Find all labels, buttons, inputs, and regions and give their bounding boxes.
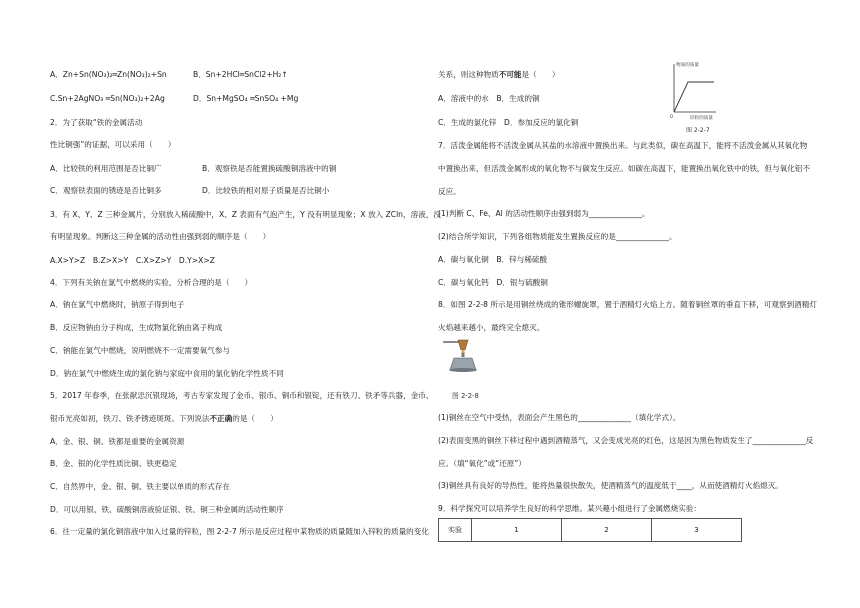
table-row [439, 519, 742, 542]
q1-option-a: A．Zn+Sn(NO₃)₂═Zn(NO₃)₂+Sn [50, 70, 167, 79]
q4-option-a: A．钠在氯气中燃烧时，钠原子得到电子 [50, 300, 185, 309]
figure-2-2-8-caption: 图 2-2-8 [452, 392, 479, 400]
q1-option-d: D．Sn+MgSO₄ ═SnSO₄ +Mg [193, 94, 299, 103]
curve [674, 82, 714, 112]
q2-stem-2: 性比铜强”的证据，可以采用（ ） [50, 140, 176, 149]
q1-option-b: B．Sn+2HCl═SnCl2+H₂↑ [193, 70, 288, 79]
fig1-origin: 0 [670, 115, 673, 120]
lamp-base [449, 368, 477, 372]
q5-option-a: A．金、银、铜、铁都是重要的金属资源 [50, 437, 185, 446]
q2-stem-1: 2．为了获取“铁的金属活动 [50, 118, 143, 127]
figure-2-2-8-lamp-illustration [440, 336, 486, 374]
q8-part-2-cont: 应。（填“氧化”或“还原”） [438, 459, 526, 468]
table-cell-3: 3 [652, 519, 742, 542]
figure-2-2-7-graph [660, 58, 720, 122]
q5-option-b: B．金、银的化学性质比铜、铁更稳定 [50, 459, 177, 468]
copper-coil [458, 340, 468, 350]
q7-stem-3: 反应。 [438, 187, 461, 196]
table-header-cell: 实验 [439, 519, 472, 542]
q6-options-ab: A．溶液中的水 B．生成的铜 [438, 94, 540, 103]
q5-stem-1: 5．2017 年春季，在张献忠沉银现场，考古专家发现了金币、银币、铜币和银锭，还有铁刀、铁矛等兵器，金币、 [50, 391, 434, 400]
q3-stem-1: 3．有 X、Y、Z 三种金属片，分别放入稀硫酸中，X、Z 表面有气泡产生，Y 没有明显现象；X 放入 ZCln，溶液，没 [50, 210, 441, 219]
q8-part-3: (3)铜丝具有良好的导热性，能将热量很快散失，使酒精蒸气的温度低于____，从而使酒精灯火焰熄灭。 [438, 481, 783, 490]
experiment-table [438, 518, 742, 542]
q3-options: A.X>Y>Z B.Z>X>Y C.X>Z>Y D.Y>X>Z [50, 256, 215, 265]
q4-option-c: C．钠能在氯气中燃烧，说明燃烧不一定需要氧气参与 [50, 346, 230, 355]
flame [461, 351, 465, 354]
table-cell-2: 2 [562, 519, 652, 542]
q2-option-b: B．观察铁是否能置换硫酸铜溶液中的铜 [202, 164, 337, 173]
table-cell-1: 1 [472, 519, 562, 542]
q6-stem: 6．往一定量的氯化铜溶液中加入过量的锌粒，图 2-2-7 所示是反应过程中某物质的质量随加入锌粒的质量的变化 [50, 527, 429, 536]
q8-part-1: (1)铜丝在空气中受热，表面会产生黑色的______________（填化学式）。 [438, 413, 681, 422]
q4-stem: 4．下列有关钠在氯气中燃烧的实验，分析合理的是（ ） [50, 278, 253, 287]
q8-stem-2: 火焰越来越小，最终完全熄灭。 [438, 323, 545, 332]
q5-option-d: D．可以用银、铁、硫酸铜溶液验证银、铁、铜三种金属的活动性顺序 [50, 505, 284, 514]
q9-stem: 9．科学探究可以培养学生良好的科学思维。某兴趣小组进行了金属燃烧实验： [438, 504, 702, 513]
q2-option-d: D．比较铁的相对原子质量是否比铜小 [202, 186, 330, 195]
q2-option-c: C．观察铁表面的锈迹是否比铜多 [50, 186, 162, 195]
q6-options-cd: C．生成的氯化锌 D．参加反应的氯化铜 [438, 118, 579, 127]
q8-stem-1: 8．如图 2-2-8 所示是用铜丝绕成的锥形螺旋罩，置于酒精灯火焰上方。随着铜丝罩的垂直下移，可观察到酒精灯 [438, 300, 817, 309]
figure-2-2-7-caption: 图 2-2-7 [686, 127, 710, 134]
q7-options-ab: A．碳与氧化铜 B．锌与稀硫酸 [438, 255, 548, 264]
fig1-ylabel: 物质的质量 [676, 63, 699, 68]
q5-option-c: C．自然界中，金、银、铜、铁主要以单质的形式存在 [50, 482, 230, 491]
q1-option-c: C.Sn+2AgNO₃ ═Sn(NO₃)₂+2Ag [50, 94, 165, 103]
q6-stem-cont: 关系，则这种物质不可能是（ ） [438, 70, 560, 79]
q4-option-b: B．反应物钠由分子构成，生成物氯化钠由离子构成 [50, 323, 223, 332]
q7-part-1: (1)判断 C、Fe、Al 的活动性顺序由强到弱为______________。 [438, 209, 650, 218]
q7-options-cd: C．碳与氧化钙 D．银与硫酸铜 [438, 278, 548, 287]
q3-stem-2: 有明显现象。判断这三种金属的活动性由强到弱的顺序是（ ） [50, 232, 271, 241]
wick [462, 353, 465, 357]
q7-part-2: (2)结合所学知识，下列各组物质能发生置换反应的是______________。 [438, 232, 677, 241]
q7-stem-1: 7．活泼金属能将不活泼金属从其盐的水溶液中置换出来。与此类似，碳在高温下，能将不活泼金属从其氧化物 [438, 141, 808, 150]
q7-stem-2: 中置换出来，但活泼金属形成的氧化物不与碳发生反应。如碳在高温下，能置换出氧化铁中的铁，但与氧化铝不 [438, 164, 811, 173]
q4-option-d: D．钠在氯气中燃烧生成的氯化钠与家庭中食用的氯化钠化学性质不同 [50, 369, 284, 378]
q2-option-a: A．比较铁的利用范围是否比铜广 [50, 164, 162, 173]
fig1-xlabel: 锌粒的质量 [690, 116, 713, 121]
q8-part-2: (2)表面变黑的铜丝下移过程中遇到酒精蒸气，又会变成光亮的红色，这是因为黑色物质发生了______________反 [438, 436, 814, 445]
q5-stem-2: 银币光亮如初，铁刀、铁矛锈迹斑斑。下列说法不正确的是（ ） [50, 414, 278, 423]
